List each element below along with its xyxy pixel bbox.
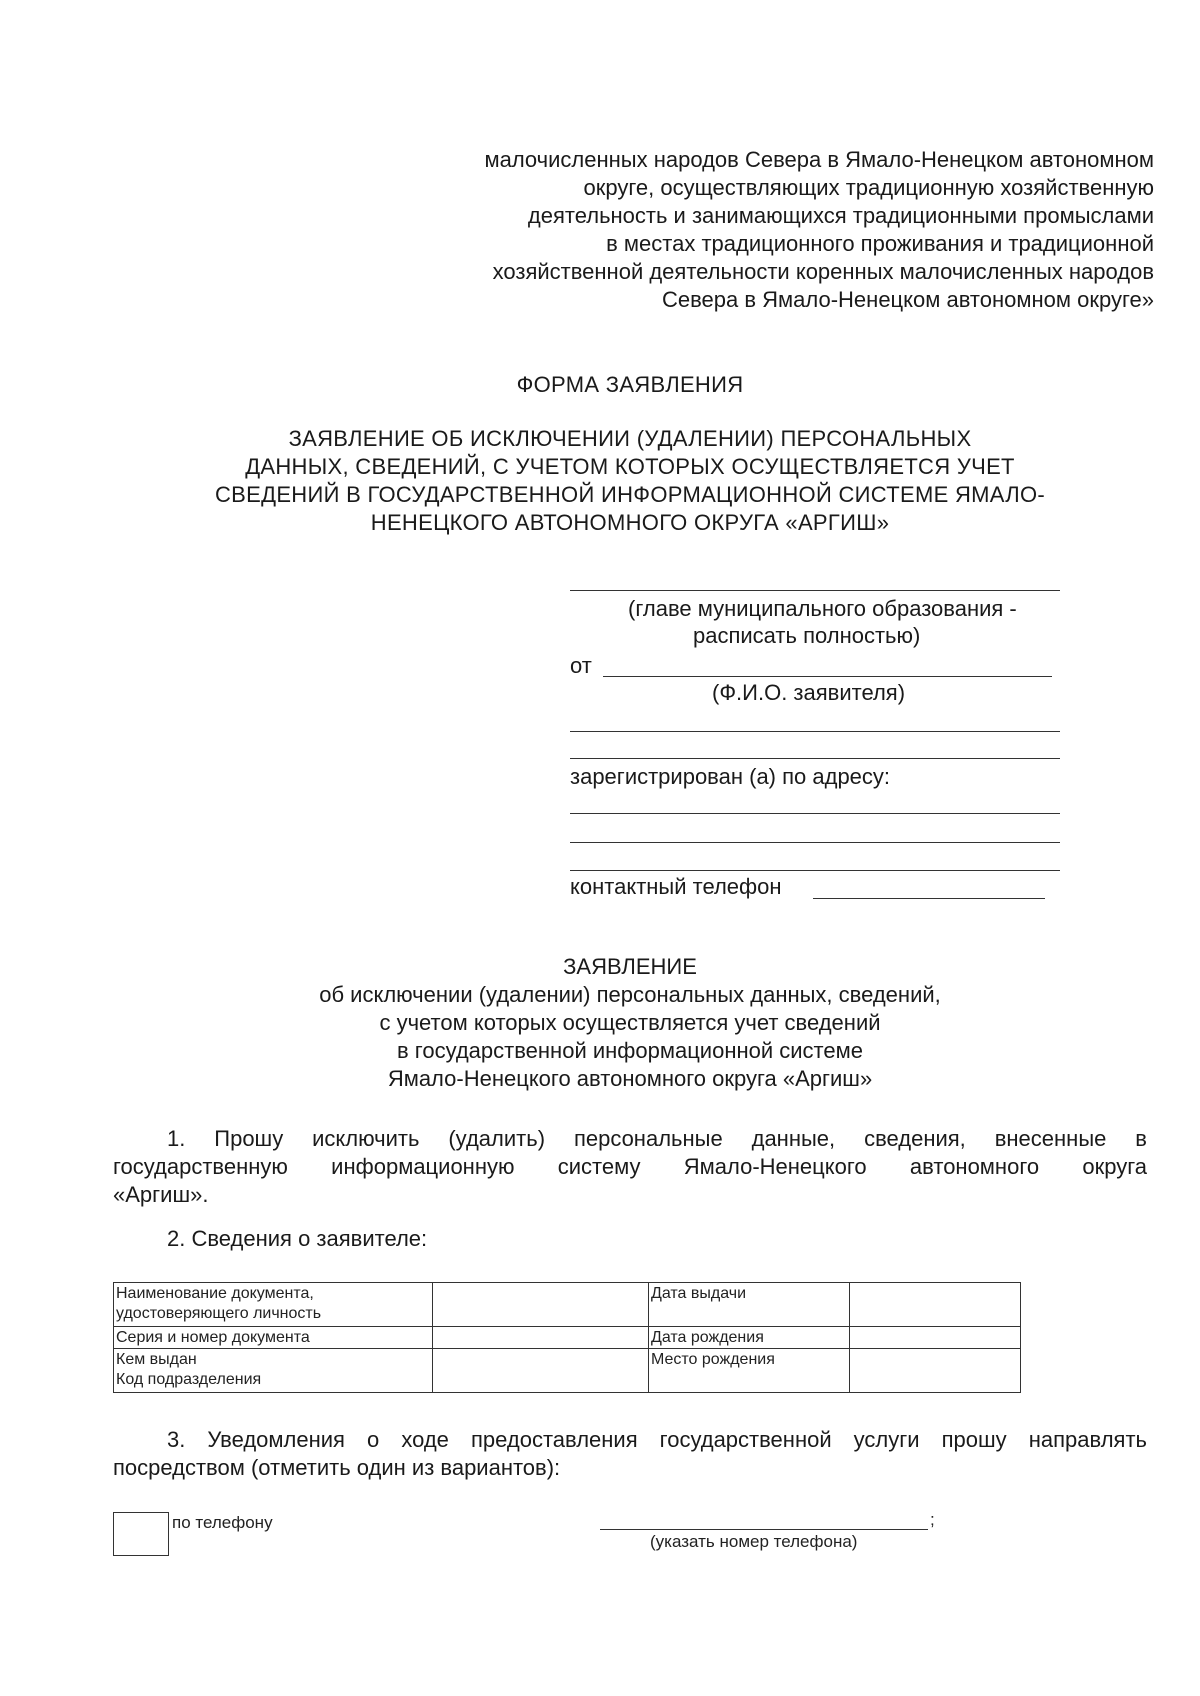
header-line: в местах традиционного проживания и традиционной [606, 231, 1154, 256]
item-3-line-2: посредством (отметить один из вариантов): [113, 1455, 561, 1480]
statement-line: в государственной информационной системе [397, 1038, 863, 1063]
title-line: ЗАЯВЛЕНИЕ ОБ ИСКЛЮЧЕНИИ (УДАЛЕНИИ) ПЕРСОНАЛЬНЫХ [288, 426, 972, 451]
phone-option-label: по телефону [172, 1513, 273, 1532]
birth-date-value[interactable] [850, 1327, 1021, 1349]
table-row [114, 1327, 1021, 1349]
address-line[interactable] [570, 813, 1060, 814]
head-fill-line[interactable] [570, 590, 1060, 591]
applicant-info-table [113, 1282, 1021, 1393]
item-1-line-3: «Аргиш». [113, 1182, 209, 1207]
table-row [114, 1283, 1021, 1327]
fill-line[interactable] [570, 758, 1060, 759]
document-number-value[interactable] [433, 1327, 649, 1349]
item-1-line-1: 1. Прошу исключить (удалить) персональные данные, сведения, внесенные в [167, 1126, 1147, 1151]
header-line: хозяйственной деятельности коренных малочисленных народов [492, 259, 1154, 284]
statement-heading: ЗАЯВЛЕНИЕ [563, 954, 697, 979]
table-cell: Серия и номер документа [114, 1327, 433, 1349]
document-title [0, 425, 1200, 537]
header-line: округе, осуществляющих традиционную хозяйственную [583, 175, 1154, 200]
header-line: Севера в Ямало-Ненецком автономном округе» [661, 287, 1154, 312]
fill-line[interactable] [570, 731, 1060, 732]
address-line[interactable] [570, 870, 1060, 871]
table-cell: Кем выдан Код подразделения [114, 1349, 433, 1393]
statement-heading-block [0, 953, 1200, 1093]
fio-caption: (Ф.И.О. заявителя) [712, 680, 906, 705]
phone-option-checkbox[interactable] [113, 1512, 169, 1556]
table-row [114, 1349, 1021, 1393]
table-cell: Наименование документа, удостоверяющего личность [114, 1283, 433, 1327]
from-label: от [570, 653, 592, 678]
issued-by-value[interactable] [433, 1349, 649, 1393]
item-3 [113, 1426, 1147, 1482]
header-block [354, 146, 1154, 314]
title-line: СВЕДЕНИЙ В ГОСУДАРСТВЕННОЙ ИНФОРМАЦИОННОЙ СИСТЕМЕ ЯМАЛО- [214, 482, 1045, 507]
title-line: НЕНЕЦКОГО АВТОНОМНОГО ОКРУГА «АРГИШ» [370, 510, 890, 535]
phone-line[interactable] [813, 898, 1045, 899]
item-1-line-2: государственную информационную систему Ямало-Ненецкого автономного округа [113, 1154, 1147, 1179]
table-cell: Место рождения [649, 1349, 850, 1393]
statement-line: об исключении (удалении) персональных данных, сведений, [319, 982, 941, 1007]
head-caption-1: (главе муниципального образования - [628, 596, 1017, 621]
item-3-line-1: 3. Уведомления о ходе предоставления государственной услуги прошу направлять [167, 1427, 1147, 1452]
registered-label: зарегистрирован (а) по адресу: [570, 764, 891, 789]
item-1 [113, 1125, 1147, 1209]
statement-line: с учетом которых осуществляется учет сведений [379, 1010, 881, 1035]
form-label: ФОРМА ЗАЯВЛЕНИЯ [516, 372, 744, 397]
applicant-name-line[interactable] [603, 676, 1052, 677]
table-cell: Дата выдачи [649, 1283, 850, 1327]
title-line: ДАННЫХ, СВЕДЕНИЙ, С УЧЕТОМ КОТОРЫХ ОСУЩЕСТВЛЯЕТСЯ УЧЕТ [245, 454, 1015, 479]
table-cell: Дата рождения [649, 1327, 850, 1349]
birth-place-value[interactable] [850, 1349, 1021, 1393]
header-line: малочисленных народов Севера в Ямало-Ненецком автономном [484, 147, 1154, 172]
address-line[interactable] [570, 842, 1060, 843]
statement-line: Ямало-Ненецкого автономного округа «Аргиш» [387, 1066, 873, 1091]
head-caption-2: расписать полностью) [693, 623, 921, 648]
document-name-value[interactable] [433, 1283, 649, 1327]
header-line: деятельность и занимающихся традиционными промыслами [527, 203, 1154, 228]
phone-end-mark: ; [930, 1510, 935, 1529]
item-2 [113, 1225, 1147, 1253]
phone-number-caption: (указать номер телефона) [650, 1532, 858, 1551]
issue-date-value[interactable] [850, 1283, 1021, 1327]
phone-label: контактный телефон [570, 874, 782, 899]
phone-number-line[interactable] [600, 1529, 928, 1530]
item-2-text: 2. Сведения о заявителе: [167, 1226, 428, 1251]
